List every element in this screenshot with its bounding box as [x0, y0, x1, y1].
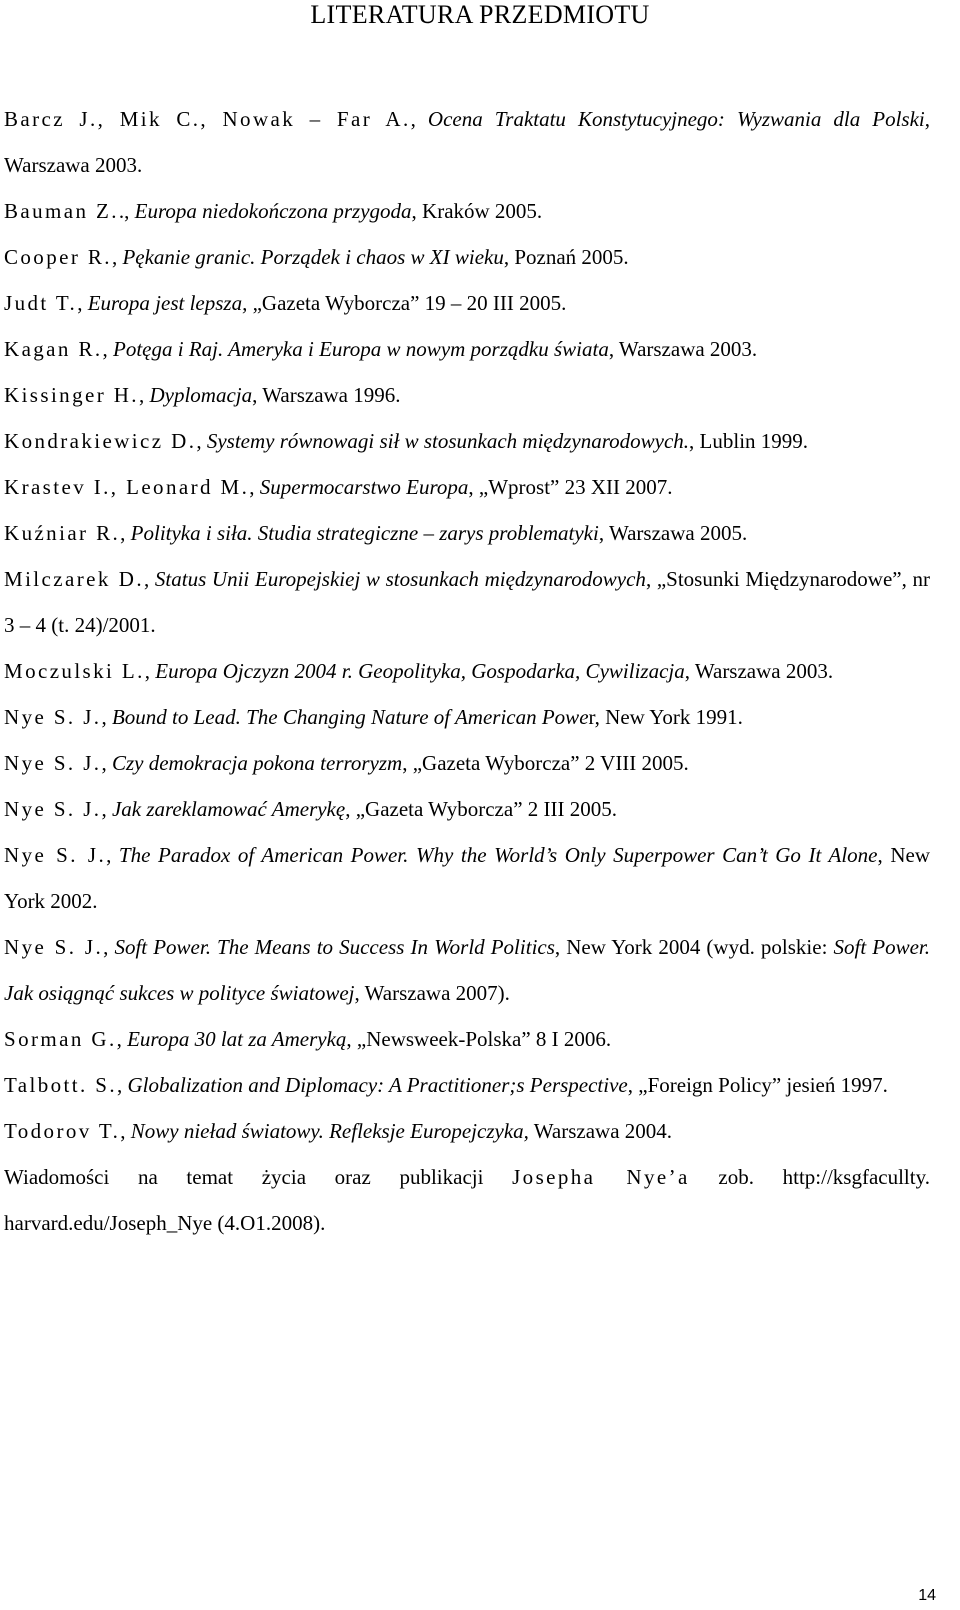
reference-author: Nye S. J.: [4, 751, 102, 775]
reference-author: Kagan R.: [4, 337, 103, 361]
reference-author: Todorov T.: [4, 1119, 121, 1143]
reference-details: Warszawa 2004.: [528, 1119, 673, 1143]
reference-details: „Gazeta Wyborcza” 19 – 20 III 2005.: [247, 291, 567, 315]
reference-title: Europa Ojczyzn 2004 r. Geopolityka, Gospodarka, Cywilizacja: [155, 659, 685, 683]
reference-details: , Warszawa 2003.: [684, 659, 834, 683]
reference-author: Krastev I., Leonard M.: [4, 475, 250, 499]
reference-details: , New York 2002.: [4, 843, 930, 913]
reference-author: Nye S. J.: [4, 705, 102, 729]
reference-separator: ,: [410, 107, 428, 131]
reference-item: [4, 740, 930, 786]
reference-details: , „Wprost” 23 XII 2007.: [468, 475, 673, 499]
closing-note: [4, 1154, 930, 1246]
reference-title: Europa jest lepsza,: [87, 291, 248, 315]
reference-item: [4, 418, 930, 464]
reference-title: Systemy równowagi sił w stosunkach międzynarodowych.: [206, 429, 690, 453]
reference-title: Jak zareklamować Amerykę: [111, 797, 346, 821]
reference-title: The Paradox of American Power. Why the World’s Only Superpower Can’t Go It Alone: [118, 843, 878, 867]
reference-author: Milczarek D.: [4, 567, 144, 591]
reference-details: , „Foreign Policy” jesień 1997.: [627, 1073, 888, 1097]
reference-item: [4, 188, 930, 234]
reference-author: Nye S. J.: [4, 797, 102, 821]
reference-details: r, New York 1991.: [588, 705, 743, 729]
reference-item: [4, 1108, 930, 1154]
reference-author: Bauman Z.: [4, 199, 119, 223]
reference-item: [4, 372, 930, 418]
reference-author: Talbott. S.: [4, 1073, 118, 1097]
reference-title: Bound to Lead. The Changing Nature of American Powe: [111, 705, 589, 729]
reference-author: Moczulski L.: [4, 659, 145, 683]
reference-author: Nye S. J.: [4, 843, 107, 867]
reference-separator: ,: [102, 337, 114, 361]
reference-item: [4, 510, 930, 556]
reference-details: , Kraków 2005.: [411, 199, 543, 223]
reference-details: , „Stosunki Międzynarodowe”, nr 3 – 4 (t. 24)/2001.: [4, 567, 931, 637]
reference-separator: ,: [111, 245, 123, 269]
reference-separator: ,: [120, 521, 131, 545]
reference-details: , Warszawa 1996.: [252, 383, 401, 407]
reference-author: Kuźniar R.: [4, 521, 121, 545]
reference-title: Status Unii Europejskiej w stosunkach międzynarodowych: [154, 567, 646, 591]
reference-separator: ,: [77, 291, 88, 315]
reference-separator: ,: [138, 383, 150, 407]
page-title: LITERATURA PRZEDMIOTU: [310, 0, 650, 29]
reference-separator: ,: [117, 1073, 128, 1097]
reference-details: , Warszawa 2003.: [608, 337, 758, 361]
reference-item: [4, 924, 930, 1016]
reference-separator: ,: [196, 429, 207, 453]
page-number: 14: [918, 1587, 936, 1604]
reference-separator: .,: [118, 199, 135, 223]
reference-item: [4, 96, 930, 188]
reference-item: [4, 464, 930, 510]
reference-separator: ,: [103, 935, 115, 959]
reference-separator: ,: [144, 659, 156, 683]
reference-title: Europa niedokończona przygoda: [134, 199, 412, 223]
reference-author: Nye S. J.: [4, 935, 104, 959]
reference-author: Sorman G.: [4, 1027, 117, 1051]
reference-details: , „Gazeta Wyborcza” 2 III 2005.: [345, 797, 617, 821]
reference-details: , Lublin 1999.: [689, 429, 809, 453]
reference-title: Czy demokracja pokona terroryzm: [111, 751, 403, 775]
reference-item: [4, 326, 930, 372]
reference-details: , New York 2004 (wyd. polskie:: [554, 935, 834, 959]
reference-details: , Warszawa 2003.: [4, 107, 931, 177]
reference-separator: ,: [144, 567, 155, 591]
reference-title: Soft Power. The Means to Success In World Politics: [114, 935, 555, 959]
reference-separator: ,: [106, 843, 119, 867]
reference-separator: ,: [101, 797, 112, 821]
reference-item: [4, 1016, 930, 1062]
reference-title: Globalization and Diplomacy: A Practitioner;s Perspective: [127, 1073, 628, 1097]
reference-title: Dyplomacja: [149, 383, 253, 407]
reference-separator: ,: [101, 705, 112, 729]
reference-item: [4, 1062, 930, 1108]
reference-author: Cooper R.: [4, 245, 112, 269]
reference-title: Pękanie granic. Porządek i chaos w XI wieku: [122, 245, 504, 269]
reference-title: Polityka i siła. Studia strategiczne – zarys problematyki: [130, 521, 599, 545]
reference-separator: ,: [120, 1119, 131, 1143]
reference-details: , „Gazeta Wyborcza” 2 VIII 2005.: [402, 751, 689, 775]
reference-title-translation: Soft Power. Jak osiągnąć sukces w polityce światowej: [4, 935, 931, 1005]
reference-item: [4, 832, 930, 924]
reference-item: [4, 648, 930, 694]
reference-details: , Warszawa 2005.: [598, 521, 748, 545]
reference-item: [4, 786, 930, 832]
closing-note-link: zob. http://ksgfacullty. harvard.edu/Joseph_Nye (4.O1.2008).: [4, 1165, 930, 1235]
reference-list: [4, 96, 930, 1246]
reference-details: , Warszawa 2007).: [354, 981, 510, 1005]
reference-item: [4, 280, 930, 326]
reference-author: Kondrakiewicz D.: [4, 429, 197, 453]
reference-title: Nowy nieład światowy. Refleksje Europejczyka,: [130, 1119, 529, 1143]
reference-title: Ocena Traktatu Konstytucyjnego: Wyzwania dla Polski: [427, 107, 925, 131]
reference-author: Kissinger H.: [4, 383, 139, 407]
reference-title: Potęga i Raj. Ameryka i Europa w nowym porządku świata: [113, 337, 609, 361]
reference-author: Judt T.: [4, 291, 78, 315]
reference-separator: ,: [101, 751, 112, 775]
reference-separator: ,: [249, 475, 260, 499]
reference-details: , Poznań 2005.: [503, 245, 629, 269]
reference-item: [4, 234, 930, 280]
closing-note-name: Josepha Nye’a: [512, 1165, 690, 1189]
reference-title: Supermocarstwo Europa: [259, 475, 469, 499]
reference-author: Barcz J., Mik C., Nowak – Far A.: [4, 107, 411, 131]
reference-details: , „Newsweek-Polska” 8 I 2006.: [346, 1027, 612, 1051]
reference-separator: ,: [116, 1027, 128, 1051]
closing-note-text: Wiadomości na temat życia oraz publikacji: [4, 1165, 513, 1189]
reference-title: Europa 30 lat za Ameryką: [127, 1027, 347, 1051]
reference-item: [4, 556, 930, 648]
reference-item: [4, 694, 930, 740]
